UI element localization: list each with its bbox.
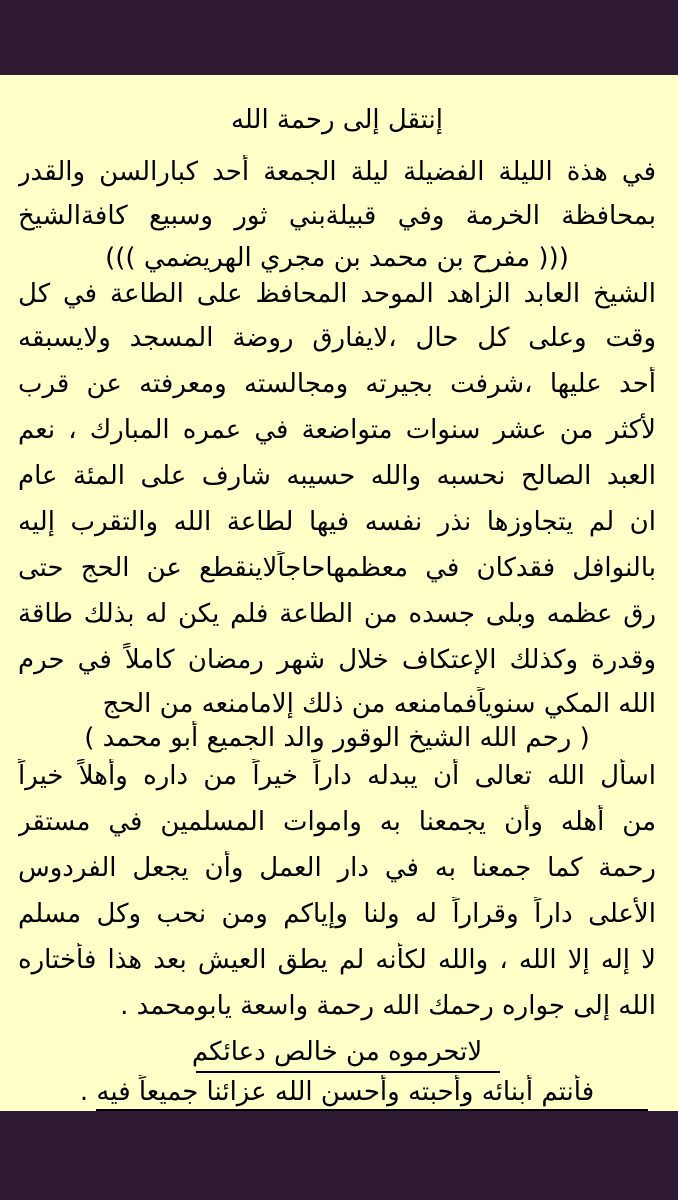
deceased-name-line: ((( مفرح بن محمد بن مجري الهريضمي ))) <box>105 243 569 273</box>
text-line: من أهله وأن يجمعنا به واموات المسلمين في مستقر <box>18 807 656 837</box>
text-line: بمحافظة الخرمة وفي قبيلةبني ثور وسبيع كافةالشيخ <box>18 201 656 231</box>
bottom-dark-band <box>0 1111 678 1200</box>
text-line: أحد عليها ،شرفت بجيرته ومجالسته ومعرفته عن قرب <box>18 369 656 399</box>
text-line: العبد الصالح نحسبه والله حسيبه شارف على المئة عام <box>18 461 656 491</box>
text-line: اسأل الله تعالى أن يبدله داراً خيراً من داره وأهلاً خيراً <box>18 761 656 791</box>
document-title: إنتقل إلى رحمة الله <box>230 105 444 135</box>
document-page <box>0 75 678 1111</box>
text-line: الأعلى داراً وقراراً له ولنا وإياكم ومن نحب وكل مسلم <box>18 899 656 929</box>
text-line: الله إلى جواره رحمك الله رحمة واسعة يابومحمد . <box>120 991 656 1021</box>
text-line: بالنوافل فقدكان في معظمهاحاجاًلاينقطع عن الحج حتى <box>18 553 656 583</box>
closing-request-line: لاتحرموه من خالص دعائكم <box>191 1037 483 1067</box>
text-line: رق عظمه وبلى جسده من الطاعة فلم يكن له بذلك طاقة <box>18 599 656 629</box>
text-line: رحمة كما جمعنا به في دار العمل وأن يجعل الفردوس <box>18 853 656 883</box>
text-line: لا إله إلا الله ، والله لكأنه لم يطق العيش بعد هذا فأختاره <box>18 945 656 975</box>
text-line: وقدرة وكذلك الإعتكاف خلال شهر رمضان كاملاً في حرم <box>18 645 656 675</box>
text-line: الله المكي سنوياًفمامنعه من ذلك إلامامنعه من الحج <box>102 689 656 719</box>
underline-rule <box>196 1071 500 1073</box>
closing-condolence-line: فأنتم أبنائه وأحبته وأحسن الله عزائنا جميعاً فيه . <box>79 1077 595 1107</box>
text-line: وقت وعلى كل حال ،لايفارق روضة المسجد ولايسبقه <box>18 323 656 353</box>
text-line: الشيخ العابد الزاهد الموحد المحافظ على الطاعة في كل <box>18 279 656 309</box>
top-dark-band <box>0 0 678 75</box>
prayer-line: ( رحم الله الشيخ الوقور والد الجميع أبو محمد ) <box>84 723 590 753</box>
text-line: لأكثر من عشر سنوات متواضعة في عمره المبارك ، نعم <box>18 415 656 445</box>
text-line: ان لم يتجاوزها نذر نفسه فيها لطاعة الله والتقرب إليه <box>18 507 656 537</box>
text-line: في هذة الليلة الفضيلة ليلة الجمعة أحد كبارالسن والقدر <box>18 157 656 187</box>
